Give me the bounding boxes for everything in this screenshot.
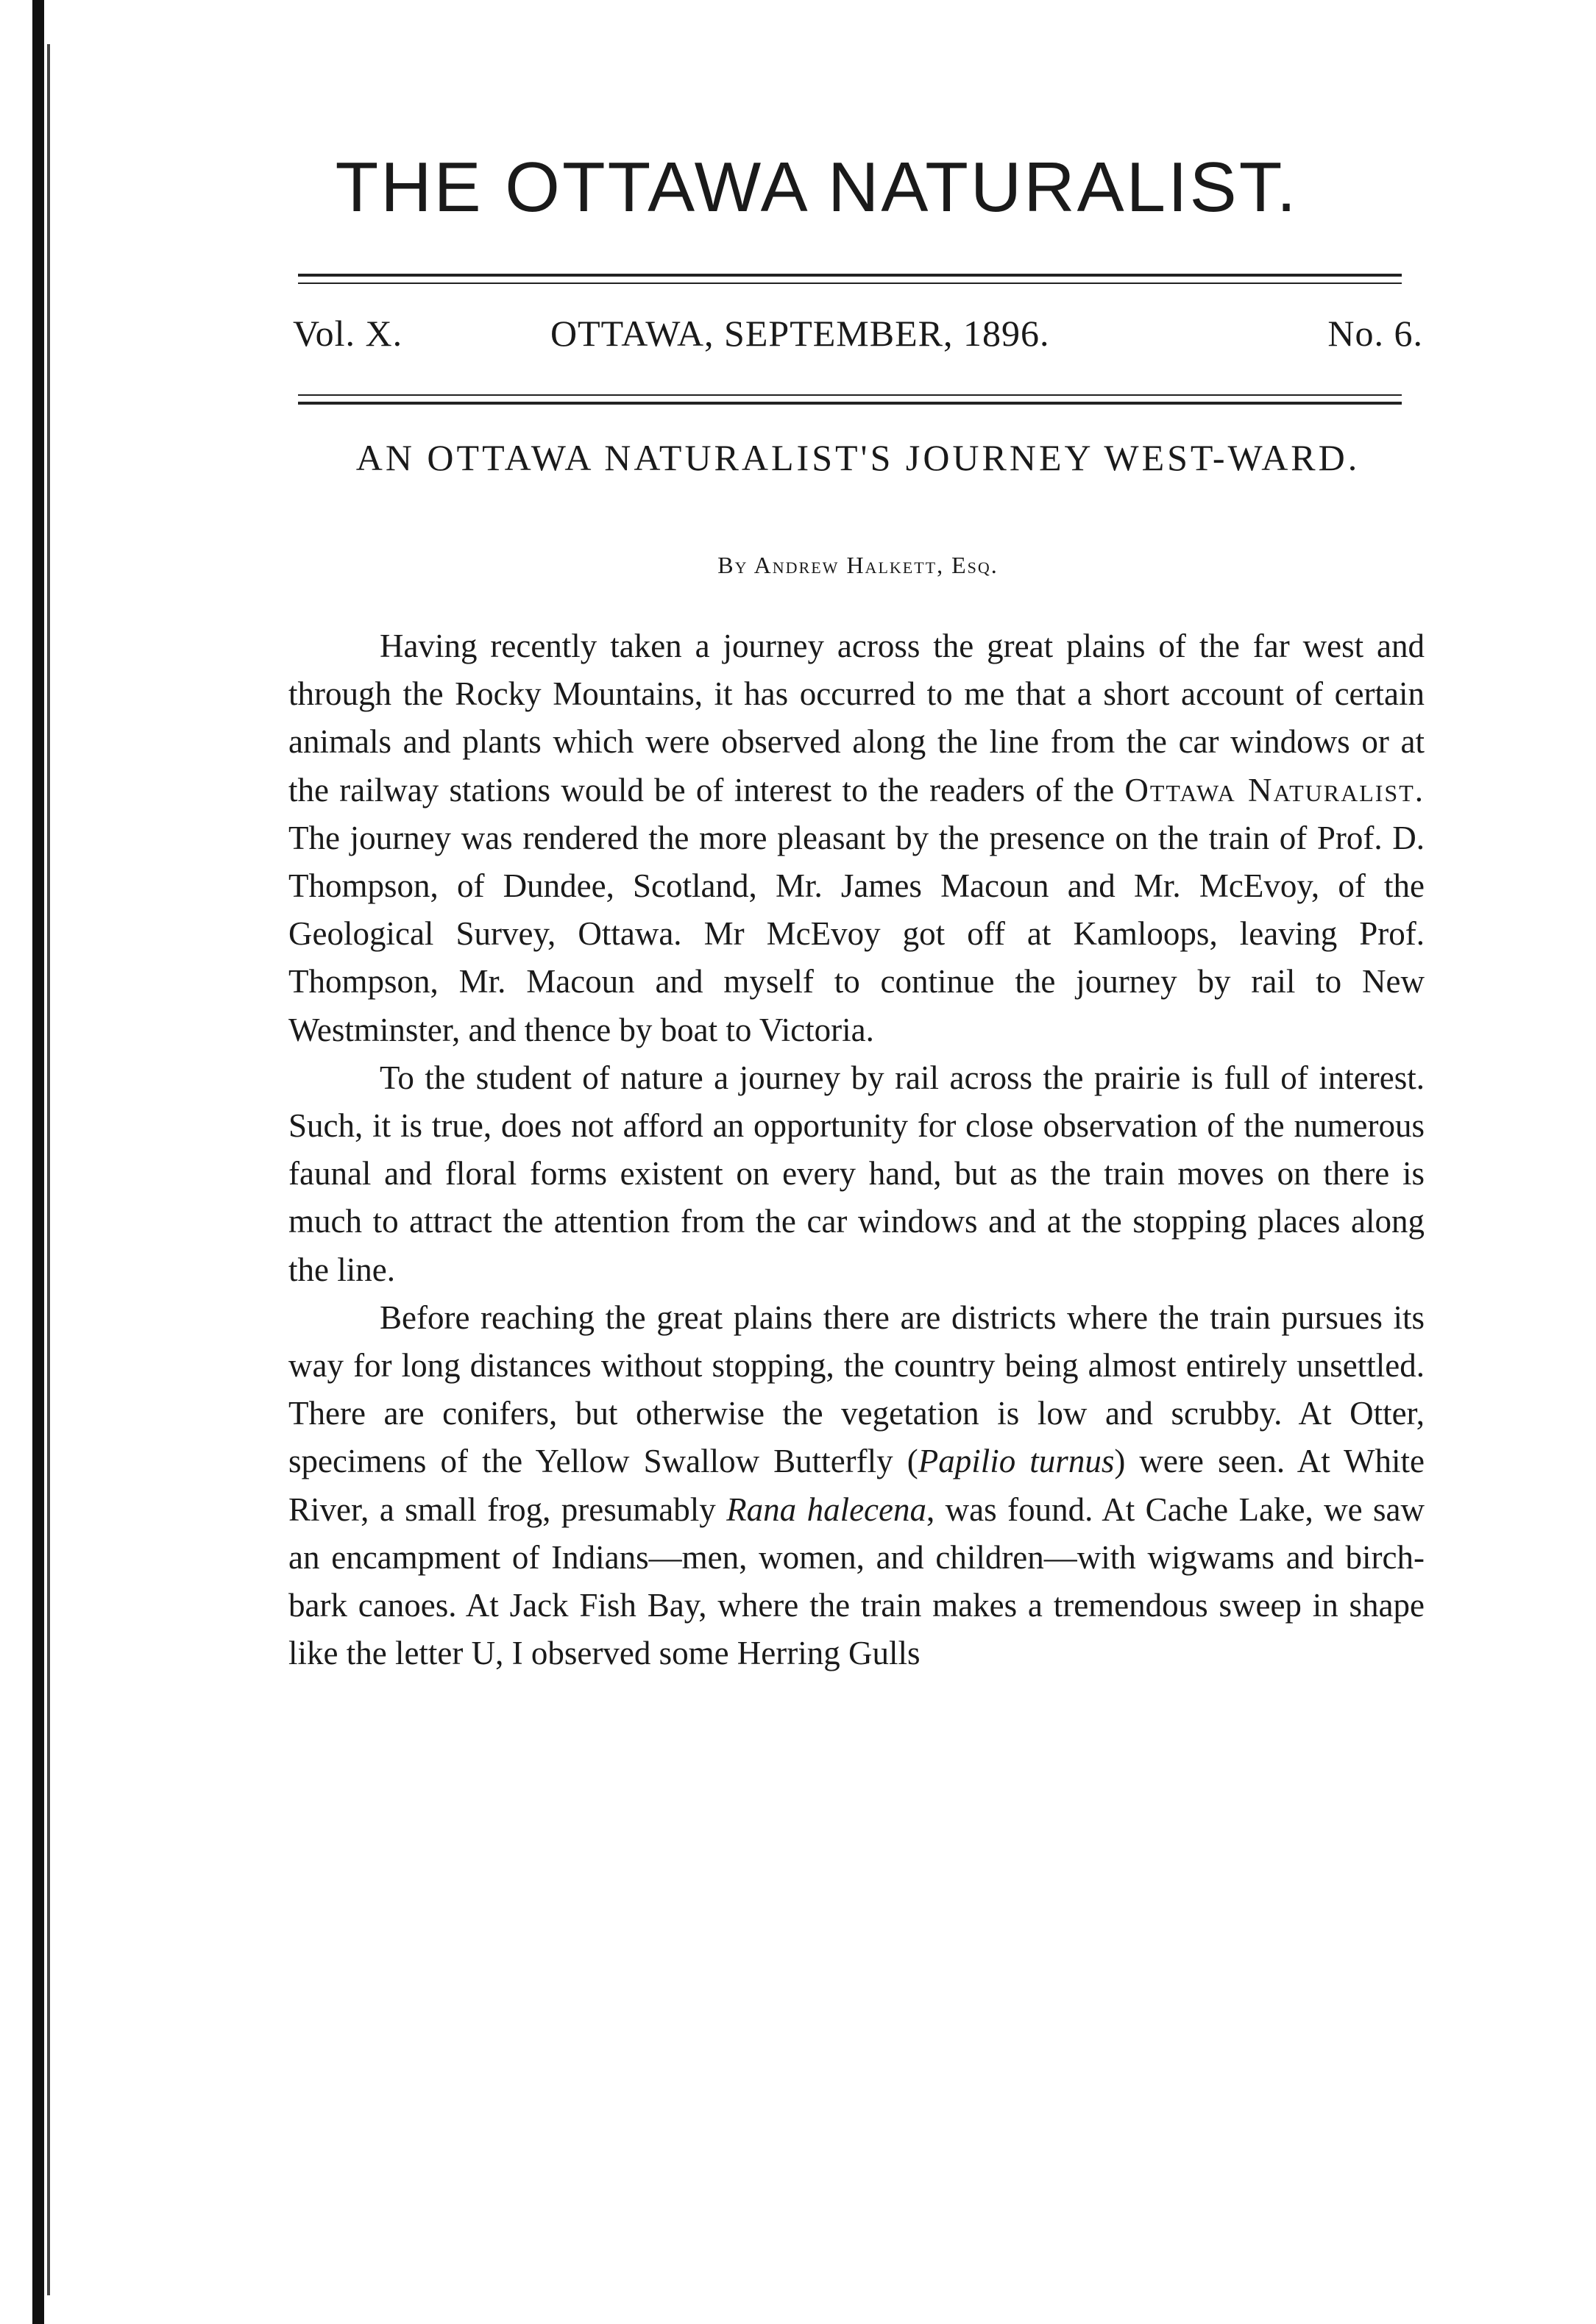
paragraph-text: To the student of nature a journey by rail across the prairie is full of interest. Such, it is true, does not afford an opportunity for close observation of the numerous faunal and floral forms existent on every hand, but as the train moves on there is much to attract the attention from the car windows and at the stopping places along the line. bbox=[288, 1059, 1425, 1288]
masthead-rule-bottom bbox=[298, 402, 1402, 405]
species-name: Rana halecena bbox=[726, 1490, 927, 1528]
article-paragraph bbox=[288, 622, 1425, 1054]
paragraph-text: ) were seen. At White River, a small frog, presumably bbox=[288, 1443, 1425, 1528]
page-binding-shadow bbox=[47, 44, 50, 2295]
masthead-rule-top bbox=[298, 274, 1402, 277]
masthead-rule-bottom-thin bbox=[298, 394, 1402, 396]
paragraph-text: , was found. At Cache Lake, we saw an encampment of Indians—men, women, and children—with wigwams and birch-bark canoes. At Jack Fish Bay, where the train makes a tremendous sweep in shape like the letter U, I observed some Herring Gulls bbox=[288, 1490, 1425, 1672]
paragraph-text: The journey was rendered the more pleasant by the presence on the train of Prof. D. Thompson, of Dundee, Scotland, Mr. James Macoun and Mr. McEvoy, of the Geological Survey, Ottawa. Mr McEvoy got off at Kamloops, leaving Prof. Thompson, Mr. Macoun and myself to continue the journey by rail to New Westminster, and thence by boat to Victoria. bbox=[288, 819, 1425, 1048]
journal-name-reference: Ottawa Naturalist. bbox=[1124, 771, 1425, 809]
volume-number: Vol. X. bbox=[293, 313, 403, 354]
article-byline: By Andrew Halkett, Esq. bbox=[717, 552, 999, 578]
article-paragraph bbox=[288, 1054, 1425, 1294]
article-body bbox=[288, 622, 1425, 1677]
masthead-rule-top-thin bbox=[298, 282, 1402, 284]
paragraph-text: Having recently taken a journey across the great plains of the far west and through the Rocky Mountains, it has occurred to me that a short account of certain animals and plants which were observed along the line from the car windows or at the railway stations would be of interest to the readers of the bbox=[288, 628, 1425, 809]
issue-number: No. 6. bbox=[1327, 313, 1423, 354]
paragraph-text: Before reaching the great plains there are districts where the train pursues its way for long distances without stopping, the country being almost entirely unsettled. There are conifers, but otherwise the vegetation is low and scrubby. At Otter, specimens of the Yellow Swallow Butterfly ( bbox=[288, 1298, 1425, 1480]
article-paragraph bbox=[288, 1294, 1425, 1678]
page-binding-edge bbox=[32, 0, 44, 2324]
article-title: AN OTTAWA NATURALIST'S JOURNEY WEST-WARD. bbox=[355, 437, 1361, 478]
journal-title: THE OTTAWA NATURALIST. bbox=[335, 148, 1299, 227]
dateline: OTTAWA, SEPTEMBER, 1896. bbox=[550, 313, 1050, 354]
species-name: Papilio turnus bbox=[918, 1443, 1115, 1480]
